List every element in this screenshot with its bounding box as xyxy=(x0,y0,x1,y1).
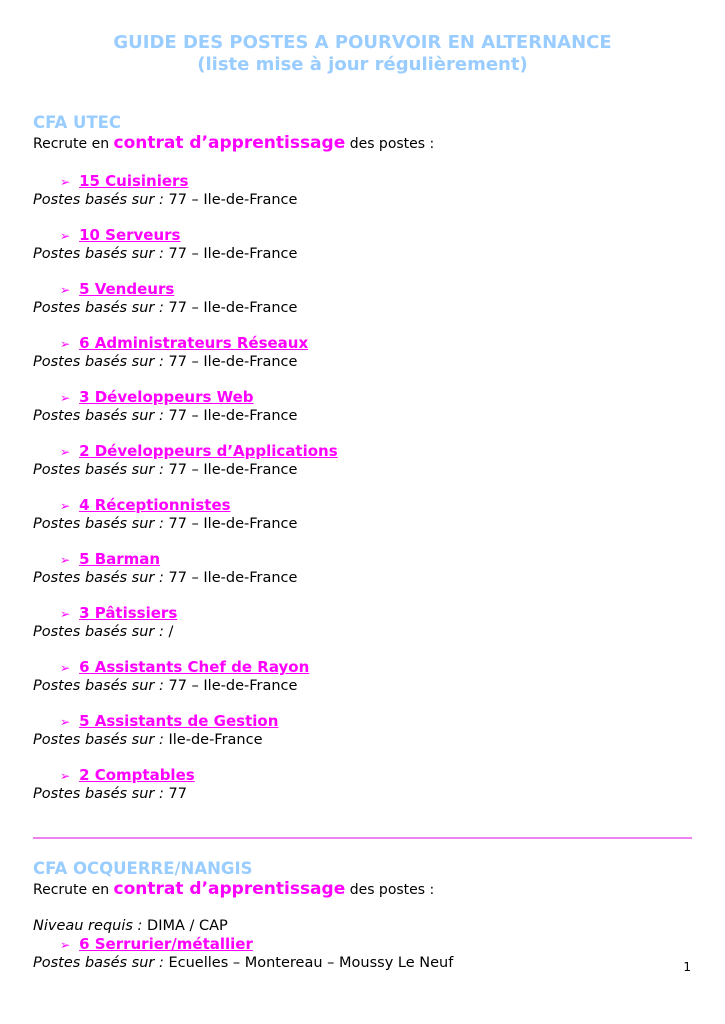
intro-prefix: Recrute en xyxy=(33,136,110,152)
intro-highlight: contrat d’apprentissage xyxy=(113,133,346,153)
arrow-bullet-icon: ➢ xyxy=(60,229,71,243)
arrow-bullet-icon: ➢ xyxy=(60,715,71,729)
location-value: Ile-de-France xyxy=(168,732,263,748)
arrow-bullet-icon: ➢ xyxy=(60,607,71,621)
job-listing xyxy=(33,496,692,533)
section-intro xyxy=(33,132,692,156)
job-listing xyxy=(33,935,692,972)
job-list xyxy=(33,935,692,972)
required-level-value: DIMA / CAP xyxy=(147,918,228,934)
job-link[interactable]: 10 Serveurs xyxy=(79,226,181,244)
job-location xyxy=(33,954,692,972)
job-listing xyxy=(33,226,692,263)
intro-prefix: Recrute en xyxy=(33,882,110,898)
location-value: 77 – Ile-de-France xyxy=(168,300,298,316)
location-label: Postes basés sur : xyxy=(33,300,164,316)
location-value: 77 – Ile-de-France xyxy=(168,516,298,532)
job-link[interactable]: 5 Vendeurs xyxy=(79,280,175,298)
arrow-bullet-icon: ➢ xyxy=(60,661,71,675)
page-title xyxy=(33,32,692,76)
location-label: Postes basés sur : xyxy=(33,624,164,640)
required-level-label: Niveau requis : xyxy=(33,918,143,934)
job-location xyxy=(33,353,692,371)
job-listing xyxy=(33,280,692,317)
job-link[interactable]: 4 Réceptionnistes xyxy=(79,496,231,514)
arrow-bullet-icon: ➢ xyxy=(60,283,71,297)
intro-suffix: des postes : xyxy=(349,882,435,898)
section-cfa-ocquerre-nangis xyxy=(33,859,692,972)
location-label: Postes basés sur : xyxy=(33,570,164,586)
job-link-line xyxy=(33,496,692,515)
job-location xyxy=(33,461,692,479)
job-location xyxy=(33,677,692,695)
page-number: 1 xyxy=(683,960,691,974)
arrow-bullet-icon: ➢ xyxy=(60,337,71,351)
location-label: Postes basés sur : xyxy=(33,786,164,802)
job-location xyxy=(33,623,692,641)
job-link-line xyxy=(33,766,692,785)
location-value: 77 xyxy=(168,786,187,802)
job-location xyxy=(33,191,692,209)
job-link-line xyxy=(33,334,692,353)
job-link[interactable]: 3 Pâtissiers xyxy=(79,604,178,622)
location-label: Postes basés sur : xyxy=(33,408,164,424)
intro-highlight: contrat d’apprentissage xyxy=(113,879,346,899)
location-value: 77 – Ile-de-France xyxy=(168,192,298,208)
job-listing xyxy=(33,712,692,749)
location-value: / xyxy=(168,624,174,640)
job-listing xyxy=(33,550,692,587)
job-location xyxy=(33,407,692,425)
location-label: Postes basés sur : xyxy=(33,192,164,208)
location-label: Postes basés sur : xyxy=(33,246,164,262)
arrow-bullet-icon: ➢ xyxy=(60,938,71,952)
job-listing xyxy=(33,604,692,641)
job-location xyxy=(33,731,692,749)
location-value: 77 – Ile-de-France xyxy=(168,678,298,694)
arrow-bullet-icon: ➢ xyxy=(60,499,71,513)
job-link-line xyxy=(33,658,692,677)
job-location xyxy=(33,299,692,317)
job-location xyxy=(33,515,692,533)
arrow-bullet-icon: ➢ xyxy=(60,391,71,405)
location-value: 77 – Ile-de-France xyxy=(168,570,298,586)
section-cfa-utec xyxy=(33,113,692,803)
job-listing xyxy=(33,766,692,803)
job-listing xyxy=(33,172,692,209)
job-link[interactable]: 2 Comptables xyxy=(79,766,195,784)
job-listing xyxy=(33,334,692,371)
required-level-line xyxy=(33,917,692,935)
intro-suffix: des postes : xyxy=(349,136,435,152)
job-location xyxy=(33,785,692,803)
location-value: 77 – Ile-de-France xyxy=(168,246,298,262)
job-link-line xyxy=(33,388,692,407)
location-label: Postes basés sur : xyxy=(33,678,164,694)
job-link-line xyxy=(33,935,692,954)
location-value: 77 – Ile-de-France xyxy=(168,462,298,478)
location-label: Postes basés sur : xyxy=(33,732,164,748)
arrow-bullet-icon: ➢ xyxy=(60,445,71,459)
job-location xyxy=(33,569,692,587)
job-link[interactable]: 5 Assistants de Gestion xyxy=(79,712,279,730)
location-label: Postes basés sur : xyxy=(33,354,164,370)
location-value: 77 – Ile-de-France xyxy=(168,408,298,424)
job-link[interactable]: 6 Administrateurs Réseaux xyxy=(79,334,309,352)
location-value: 77 – Ile-de-France xyxy=(168,354,298,370)
section-intro xyxy=(33,878,692,902)
job-link-line xyxy=(33,280,692,299)
job-link[interactable]: 2 Développeurs d’Applications xyxy=(79,442,338,460)
arrow-bullet-icon: ➢ xyxy=(60,769,71,783)
arrow-bullet-icon: ➢ xyxy=(60,175,71,189)
job-link-line xyxy=(33,604,692,623)
location-label: Postes basés sur : xyxy=(33,955,164,971)
job-link-line xyxy=(33,226,692,245)
job-list xyxy=(33,172,692,803)
page-title-line1: GUIDE DES POSTES A POURVOIR EN ALTERNANCE xyxy=(113,32,612,53)
location-value: Ecuelles – Montereau – Moussy Le Neuf xyxy=(168,955,454,971)
job-link[interactable]: 5 Barman xyxy=(79,550,161,568)
job-link-line xyxy=(33,550,692,569)
job-location xyxy=(33,245,692,263)
location-label: Postes basés sur : xyxy=(33,516,164,532)
job-listing xyxy=(33,658,692,695)
job-listing xyxy=(33,388,692,425)
section-heading: CFA OCQUERRE/NANGIS xyxy=(33,859,253,878)
job-listing xyxy=(33,442,692,479)
job-link[interactable]: 6 Serrurier/métallier xyxy=(79,935,253,953)
page-title-line2: (liste mise à jour régulièrement) xyxy=(197,54,528,75)
location-label: Postes basés sur : xyxy=(33,462,164,478)
job-link[interactable]: 15 Cuisiniers xyxy=(79,172,189,190)
job-link[interactable]: 6 Assistants Chef de Rayon xyxy=(79,658,310,676)
section-heading: CFA UTEC xyxy=(33,113,122,132)
job-link-line xyxy=(33,442,692,461)
job-link-line xyxy=(33,172,692,191)
job-link-line xyxy=(33,712,692,731)
arrow-bullet-icon: ➢ xyxy=(60,553,71,567)
section-divider xyxy=(33,837,692,839)
job-link[interactable]: 3 Développeurs Web xyxy=(79,388,254,406)
page-content xyxy=(0,32,725,972)
